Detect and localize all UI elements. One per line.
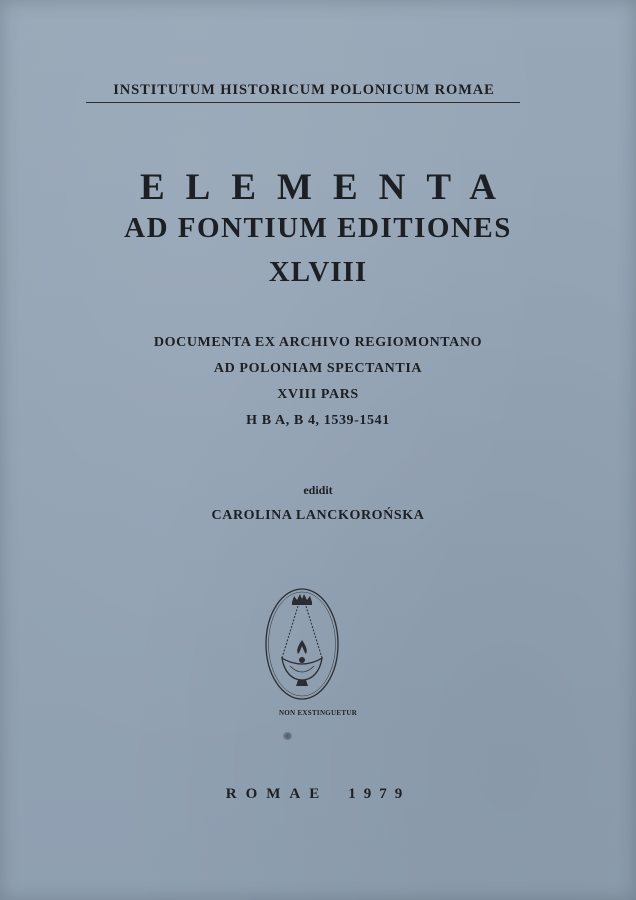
imprint-year: 1979 [348, 786, 411, 802]
description-line: H B A, B 4, 1539-1541 [246, 413, 390, 428]
description-line: AD POLONIAM SPECTANTIA [213, 361, 423, 376]
imprint-place: ROMAE [225, 786, 329, 802]
series-subtitle: AD FONTIUM EDITIONES [124, 212, 512, 244]
imprint [60, 786, 576, 803]
institute-name: INSTITUTUM HISTORICUM POLONICUM ROMAE [113, 82, 495, 98]
volume-number: XLVIII [268, 256, 368, 288]
crowned-lamp-emblem-icon [262, 586, 342, 702]
description-line: XVIII PARS [277, 387, 359, 402]
header-rule [86, 102, 520, 103]
editor-name: CAROLINA LANCKOROŃSKA [211, 508, 425, 523]
emblem-motto: NON EXSTINGUETUR [278, 709, 358, 717]
series-title: ELEMENTA [139, 167, 517, 208]
paper-speck [283, 732, 292, 740]
edidit-label: edidit [303, 483, 333, 497]
description-line: DOCUMENTA EX ARCHIVO REGIOMONTANO [153, 335, 483, 350]
